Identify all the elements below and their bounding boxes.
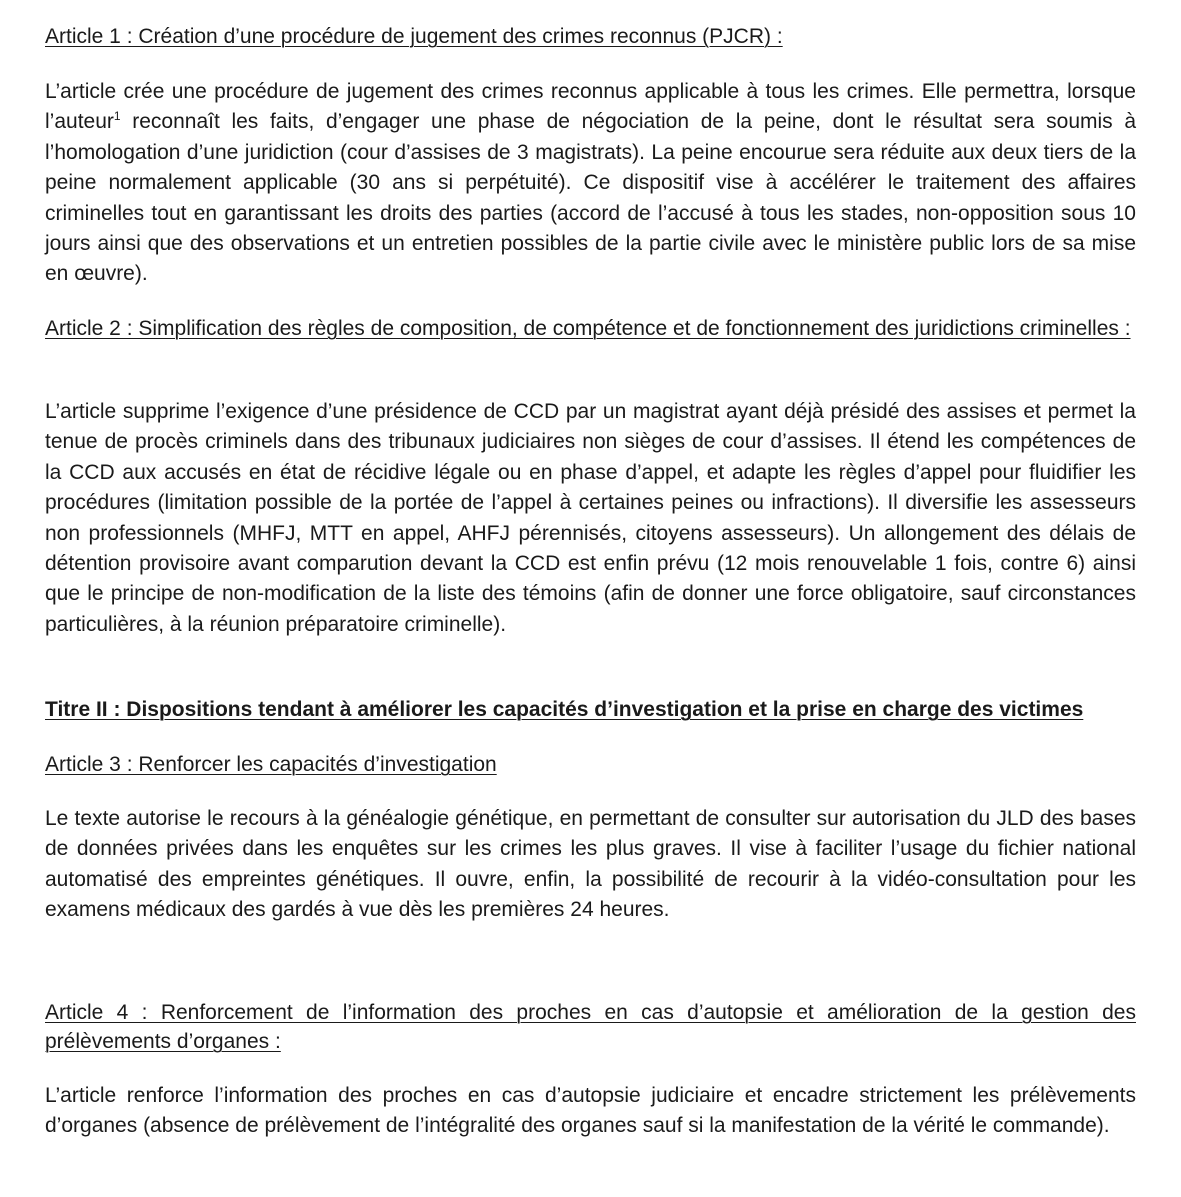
article-1-paragraph bbox=[45, 77, 1136, 290]
article-1-text-part-1: L’article crée une procédure de jugement des crimes reconnus applicable à tous les crimes. Elle permettra, lorsque l’auteur bbox=[45, 80, 1136, 134]
article-2-heading: Article 2 : Simplification des règles de composition, de compétence et de fonctionnement des juridictions criminelles : bbox=[45, 317, 1131, 340]
footnote-marker[interactable]: 1 bbox=[113, 109, 121, 124]
article-3-paragraph: Le texte autorise le recours à la généalogie génétique, en permettant de consulter sur autorisation du JLD des bases de données privées dans les enquêtes sur les crimes les plus graves. Il vise à faciliter l’usage du fichier national automatisé des empreintes génétiques. Il ouvre, enfin, la possibilité de recourir à la vidéo-consultation pour les examens médicaux des gardés à vue dès les premières 24 heures. bbox=[45, 807, 1136, 922]
article-1-text-part-2: reconnaît les faits, d’engager une phase de négociation de la peine, dont le résultat sera soumis à l’homologation d’une juridiction (cour d’assises de 3 magistrats). La peine encourue sera réduite aux deux tiers de la peine normalement applicable (30 ans si perpétuité). Ce dispositif vise à accélérer le traitement des affaires criminelles tout en garantissant les droits des parties (accord de l’accusé à tous les stades, non-opposition sous 10 jours ainsi que des observations et un entretien possibles de la partie civile avec le ministère public lors de sa mise en œuvre). bbox=[45, 110, 1136, 286]
titre-2-heading: Titre II : Dispositions tendant à améliorer les capacités d’investigation et la prise en charge des victimes bbox=[45, 698, 1084, 721]
article-2-paragraph: L’article supprime l’exigence d’une présidence de CCD par un magistrat ayant déjà présidé des assises et permet la tenue de procès criminels dans des tribunaux judiciaires non sièges de cour d’assises. Il étend les compétences de la CCD aux accusés en état de récidive légale ou en phase d’appel, et adapte les règles d’appel pour fluidifier les procédures (limitation possible de la portée de l’appel à certaines peines ou infractions). Il diversifie les assesseurs non professionnels (MHFJ, MTT en appel, AHFJ pérennisés, citoyens assesseurs). Un allongement des délais de détention provisoire avant comparution devant la CCD est enfin prévu (12 mois renouvelable 1 fois, contre 6) ainsi que le principe de non-modification de la liste des témoins (afin de donner une force obligatoire, sauf circonstances particulières, à la réunion préparatoire criminelle). bbox=[45, 400, 1136, 636]
article-3-heading: Article 3 : Renforcer les capacités d’investigation bbox=[45, 753, 497, 776]
article-4-paragraph: L’article renforce l’information des proches en cas d’autopsie judiciaire et encadre strictement les prélèvements d’organes (absence de prélèvement de l’intégralité des organes sauf si la manifestation de la vérité le commande). bbox=[45, 1084, 1136, 1138]
article-4-heading: Article 4 : Renforcement de l’information des proches en cas d’autopsie et amélioration de la gestion des prélèvements d’organes : bbox=[45, 1001, 1136, 1053]
article-1-heading: Article 1 : Création d’une procédure de jugement des crimes reconnus (PJCR) : bbox=[45, 25, 783, 48]
